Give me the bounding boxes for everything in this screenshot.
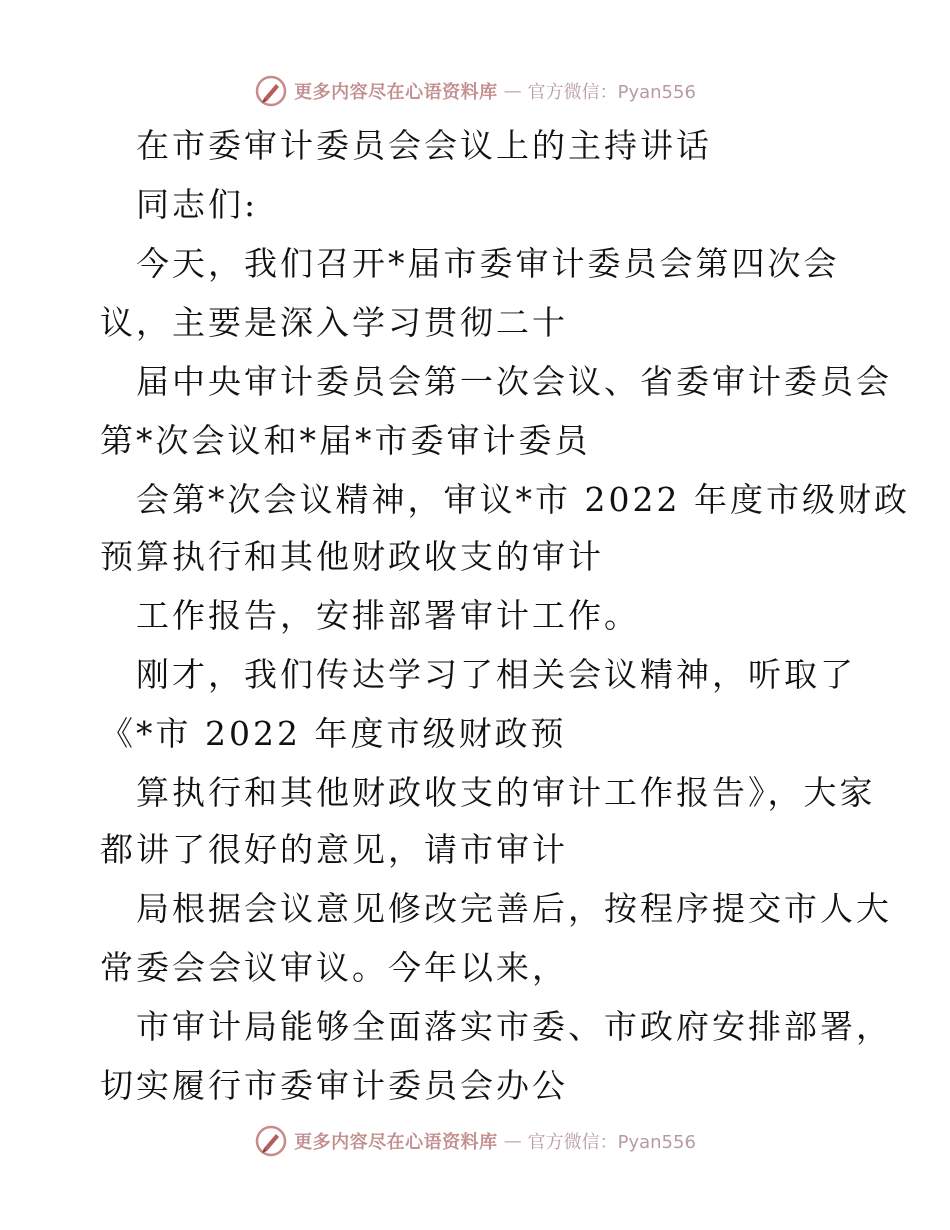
body-line: 第*次会议和*届*市委审计委员 [100,421,591,460]
body-line: 工作报告，安排部署审计工作。 [136,596,640,635]
watermark-contact: 官方微信：Pyan556 [527,82,696,103]
body-line: 都讲了很好的意见，请市审计 [100,830,568,869]
body-line: 算执行和其他财政收支的审计工作报告》，大家 [136,773,876,812]
footer-watermark [0,1121,950,1161]
watermark-separator: — [503,1130,522,1152]
body-line: 今天，我们召开*届市委审计委员会第四次会 [136,244,840,283]
body-line: 会第*次会议精神，审议*市 2022 年度市级财政 [136,480,910,519]
body-line: 议，主要是深入学习贯彻二十 [100,303,568,342]
watermark-text: 更多内容尽在心语资料库 [294,82,498,103]
salutation: 同志们: [136,185,259,224]
pen-circle-logo-icon [254,1124,288,1158]
body-line: 《*市 2022 年度市级财政预 [100,714,567,753]
body-line: 届中央审计委员会第一次会议、省委审计委员会 [136,362,892,401]
body-line: 切实履行市委审计委员会办公 [100,1066,568,1105]
header-watermark [0,71,950,111]
body-line: 刚才，我们传达学习了相关会议精神，听取了 [136,655,856,694]
body-line: 预算执行和其他财政收支的审计 [100,537,604,576]
body-line: 常委会会议审议。今年以来， [100,948,568,987]
document-title: 在市委审计委员会会议上的主持讲话 [136,126,712,165]
watermark-separator: — [503,80,522,102]
pen-circle-logo-icon [254,74,288,108]
body-line: 局根据会议意见修改完善后，按程序提交市人大 [136,889,892,928]
body-line: 市审计局能够全面落实市委、市政府安排部署， [136,1007,892,1046]
watermark-contact: 官方微信：Pyan556 [527,1132,696,1153]
watermark-text: 更多内容尽在心语资料库 [294,1132,498,1153]
